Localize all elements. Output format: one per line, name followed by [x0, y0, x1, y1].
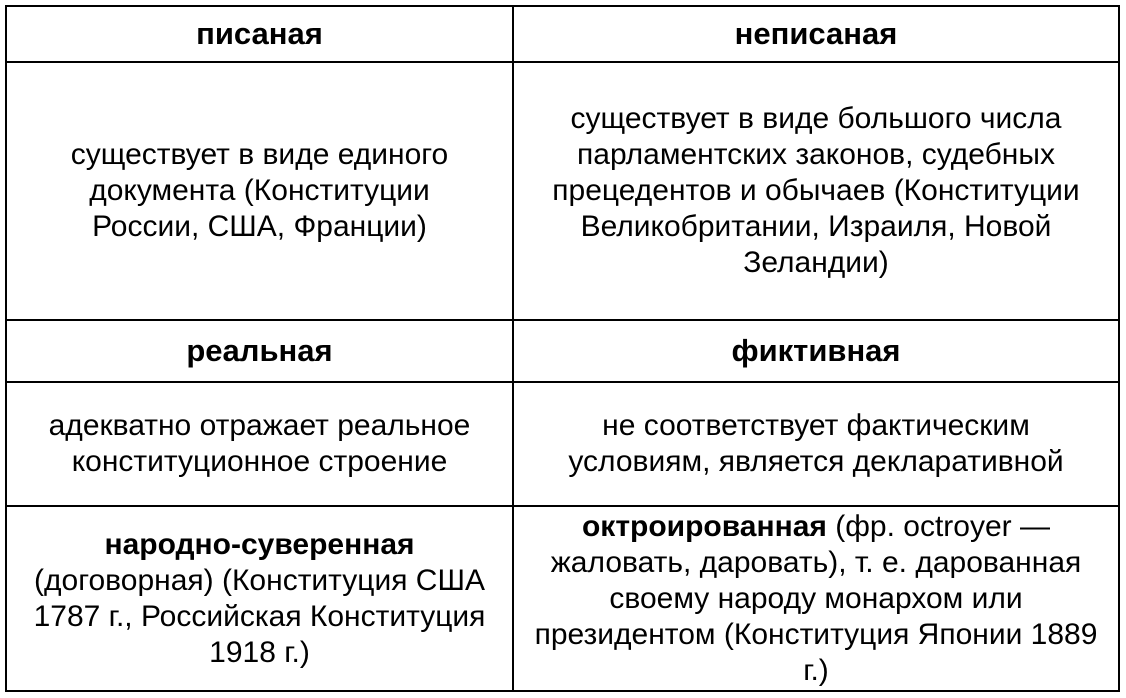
popular-sovereign-content	[9, 527, 510, 671]
header-fictitious-label: фиктивная	[731, 333, 901, 368]
header-real-label: реальная	[186, 333, 333, 368]
cell-real-description	[7, 383, 514, 507]
fictitious-description-text: не соответствует фактическим условиям, является декларативной	[568, 409, 1064, 478]
cell-popular-sovereign	[7, 507, 514, 690]
octroyed-text: (фр. octroyer — жаловать, даровать), т. е. дарованная своему народу монархом или президентом (Конституция Японии 1889 г.)	[534, 509, 1098, 687]
cell-unwritten-description	[514, 63, 1118, 321]
header-unwritten-label: неписаная	[734, 16, 898, 51]
unwritten-description-text: существует в виде большого числа парламентских законов, судебных прецедентов и обычаев (Конституции Великобритании, Израиля, Новой Зеландии)	[552, 102, 1080, 279]
header-fictitious	[514, 321, 1118, 383]
header-unwritten	[514, 7, 1118, 63]
header-written-label: писаная	[196, 16, 323, 51]
cell-fictitious-description	[514, 383, 1118, 507]
popular-sovereign-term: народно-суверенная	[104, 527, 415, 561]
cell-written-description	[7, 63, 514, 321]
written-description-text: существует в виде единого документа (Конституции России, США, Франции)	[70, 138, 449, 243]
header-written	[7, 7, 514, 63]
cell-octroyed	[514, 507, 1118, 690]
octroyed-term: октроированная	[581, 509, 827, 543]
popular-sovereign-text: (договорная) (Конституция США 1787 г., Российская Конституция 1918 г.)	[33, 563, 486, 669]
real-description-text: адекватно отражает реальное конституционное строение	[48, 409, 471, 478]
header-real	[7, 321, 514, 383]
constitution-types-table	[5, 5, 1120, 692]
octroyed-content	[528, 509, 1104, 689]
